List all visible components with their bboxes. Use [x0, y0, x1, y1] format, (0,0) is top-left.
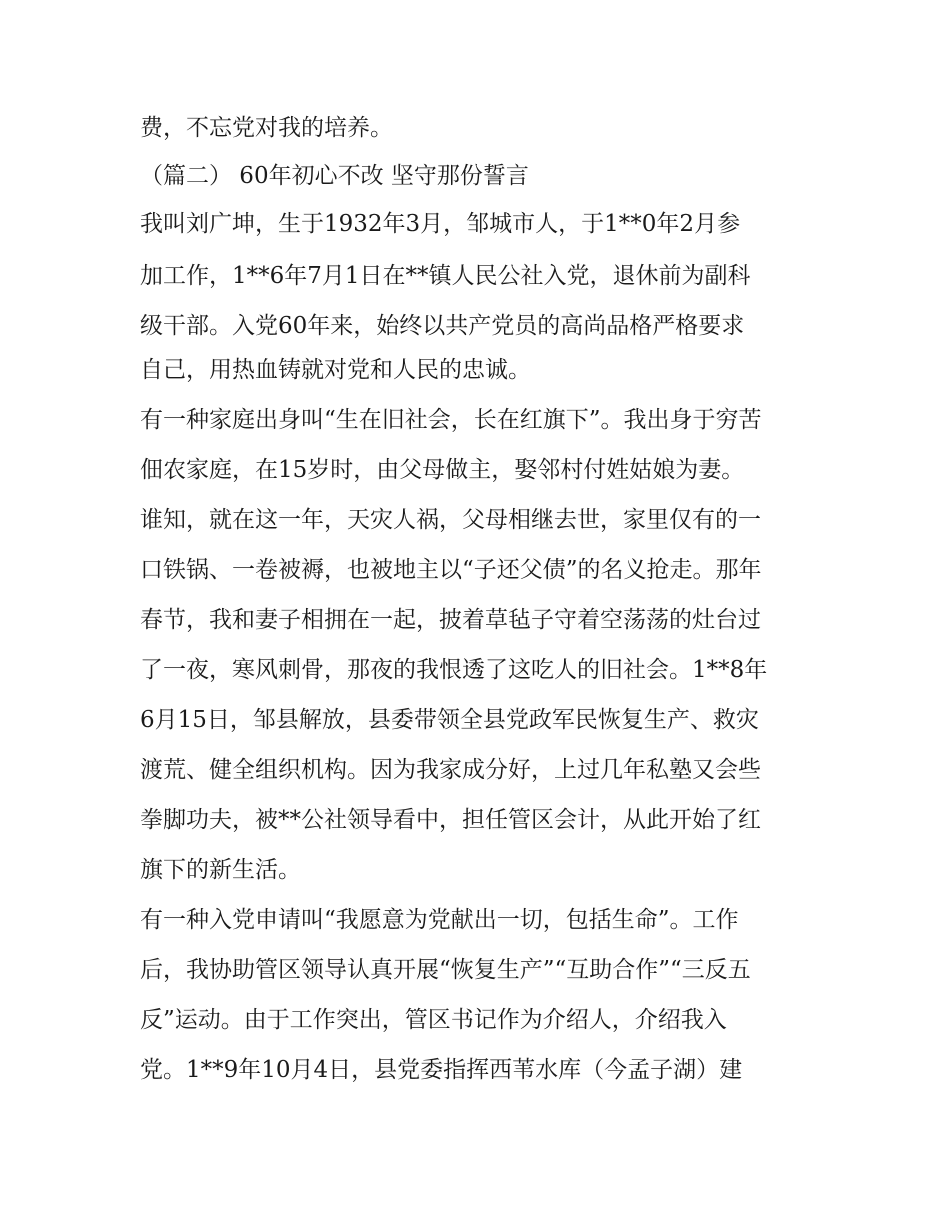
text-line: 后，我协助管区领导认真开展“恢复生产”“互助合作”“三反五: [140, 957, 751, 983]
text-line: 谁知，就在这一年，天灾人祸，父母相继去世，家里仅有的一: [140, 507, 761, 533]
text-line: 6月15日，邹县解放，县委带领全县党政军民恢复生产、救灾: [140, 707, 759, 733]
text-line: 拳脚功夫，被**公社领导看中，担任管区会计，从此开始了红: [140, 807, 761, 833]
text-line: 了一夜，寒风刺骨，那夜的我恨透了这吃人的旧社会。1**8年: [140, 657, 768, 683]
text-line: 有一种家庭出身叫“生在旧社会，长在红旗下”。我出身于穷苦: [140, 407, 762, 433]
text-line: 加工作，1**6年7月1日在**镇人民公社入党，退休前为副科: [140, 263, 751, 289]
section-heading: （篇二） 60年初心不改 坚守那份誓言: [140, 163, 529, 189]
text-line: 自己，用热血铸就对党和人民的忠诚。: [140, 357, 531, 383]
text-line: 费，不忘党对我的培养。: [140, 115, 393, 141]
text-line: 级干部。入党60年来，始终以共产党员的高尚品格严格要求: [140, 313, 745, 339]
text-line: 我叫刘广坤，生于1932年3月，邹城市人，于1**0年2月参: [140, 211, 741, 237]
text-line: 口铁锅、一卷被褥，也被地主以“子还父债”的名义抢走。那年: [140, 557, 762, 583]
text-line: 旗下的新生活。: [140, 857, 301, 883]
text-line: 佃农家庭，在15岁时，由父母做主，娶邻村付姓姑娘为妻。: [140, 457, 745, 483]
text-line: 党。1**9年10月4日，县党委指挥西苇水库（今孟子湖）建: [140, 1057, 743, 1083]
text-line: 有一种入党申请叫“我愿意为党献出一切，包括生命”。工作: [140, 907, 739, 933]
document-body: [140, 106, 830, 1092]
text-line: 反”运动。由于工作突出，管区书记作为介绍人，介绍我入: [140, 1007, 727, 1033]
text-line: 春节，我和妻子相拥在一起，披着草毡子守着空荡荡的灶台过: [140, 607, 761, 633]
text-line: 渡荒、健全组织机构。因为我家成分好，上过几年私塾又会些: [140, 757, 761, 783]
